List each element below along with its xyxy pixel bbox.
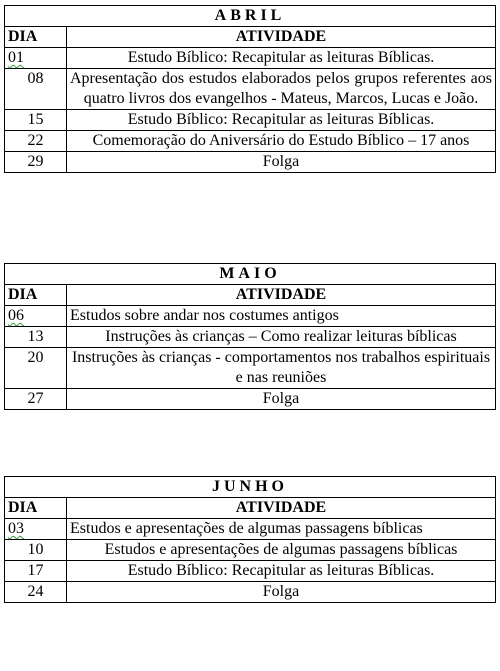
activity-cell: Folga [67, 152, 496, 173]
table-row [5, 540, 496, 561]
day-cell: 22 [5, 131, 67, 152]
activity-cell: Folga [67, 582, 496, 603]
activity-cell: Instruções às crianças – Como realizar leituras bíblicas [67, 327, 496, 348]
table-row [5, 327, 496, 348]
activity-cell: Apresentação dos estudos elaborados pelos grupos referentes aos quatro livros dos evangelhos - Mateus, Marcos, Lucas e João. [67, 69, 496, 110]
day-cell: 29 [5, 152, 67, 173]
atividade-header: ATIVIDADE [67, 285, 496, 306]
table-row [5, 152, 496, 173]
day-cell: 08 [5, 69, 67, 110]
table-row [5, 306, 496, 327]
day-cell: 03 [8, 520, 24, 537]
activity-cell: Folga [67, 389, 496, 410]
table-row [5, 389, 496, 410]
day-cell: 13 [5, 327, 67, 348]
activity-cell: Comemoração do Aniversário do Estudo Bíblico – 17 anos [67, 131, 496, 152]
table-row [5, 69, 496, 110]
table-row [5, 519, 496, 540]
activity-cell: Estudos sobre andar nos costumes antigos [67, 306, 496, 327]
table-row [5, 582, 496, 603]
atividade-header: ATIVIDADE [67, 27, 496, 48]
schedule-table-abril [4, 5, 496, 173]
dia-header: DIA [5, 27, 67, 48]
atividade-header: ATIVIDADE [67, 498, 496, 519]
day-cell: 17 [5, 561, 67, 582]
month-title: ABRIL [5, 6, 496, 27]
day-cell: 20 [5, 348, 67, 389]
table-row [5, 131, 496, 152]
month-title: JUNHO [5, 477, 496, 498]
dia-header: DIA [5, 285, 67, 306]
activity-cell: Estudos e apresentações de algumas passagens bíblicas [67, 519, 496, 540]
table-row [5, 48, 496, 69]
activity-cell: Estudo Bíblico: Recapitular as leituras Bíblicas. [67, 48, 496, 69]
schedule-table-junho [4, 476, 496, 603]
activity-cell: Instruções às crianças - comportamentos nos trabalhos espirituais e nas reuniões [67, 348, 496, 389]
day-cell: 24 [5, 582, 67, 603]
schedule-table-maio [4, 263, 496, 410]
day-cell: 10 [5, 540, 67, 561]
day-cell: 27 [5, 389, 67, 410]
day-cell: 01 [8, 49, 24, 66]
activity-cell: Estudo Bíblico: Recapitular as leituras Bíblicas. [67, 110, 496, 131]
month-title: MAIO [5, 264, 496, 285]
activity-cell: Estudo Bíblico: Recapitular as leituras Bíblicas. [67, 561, 496, 582]
day-cell: 06 [8, 307, 24, 324]
table-row [5, 348, 496, 389]
day-cell: 15 [5, 110, 67, 131]
activity-cell: Estudos e apresentações de algumas passagens bíblicas [67, 540, 496, 561]
table-row [5, 561, 496, 582]
table-row [5, 110, 496, 131]
dia-header: DIA [5, 498, 67, 519]
